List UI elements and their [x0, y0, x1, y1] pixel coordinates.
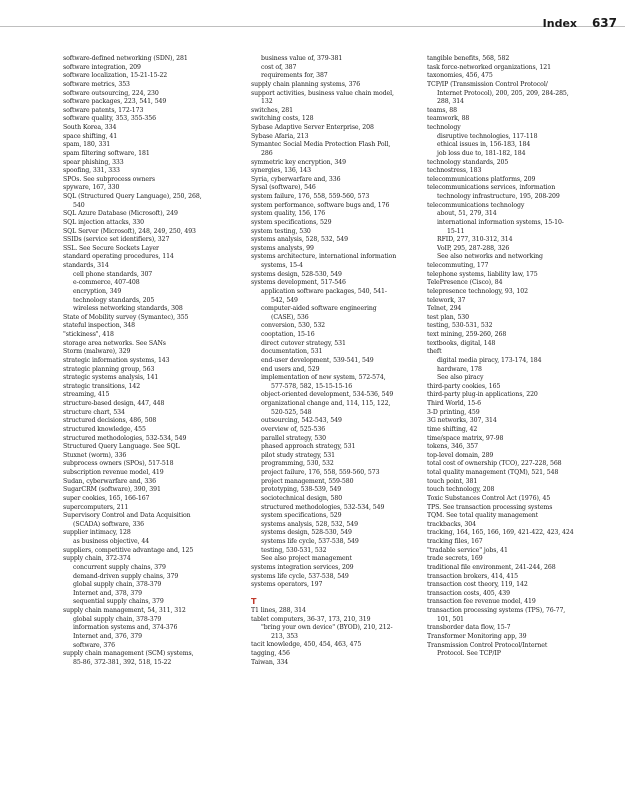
index-entry: switching costs, 128: [251, 115, 314, 123]
index-entry: structured methodologies, 532-534, 549: [63, 434, 187, 442]
index-subentry: end-user development, 539-541, 549: [261, 356, 374, 364]
index-entry: Transformer Monitoring app, 39: [427, 632, 527, 640]
index-subentry: 542, 549: [271, 296, 298, 304]
index-entry: system failure, 176, 558, 559-560, 573: [251, 193, 370, 200]
index-subentry: project management, 559-580: [261, 477, 354, 485]
index-subentry: demand-driven supply chains, 379: [73, 572, 179, 580]
index-entry: "tradable service" jobs, 41: [427, 546, 508, 554]
index-subentry: overview of, 525-536: [261, 425, 326, 433]
index-entry: telepresence technology, 93, 102: [427, 287, 528, 295]
index-entry: switches, 281: [251, 106, 293, 114]
index-column-1: [63, 55, 253, 667]
index-entry: technology: [427, 124, 461, 131]
index-entry: SQL (Structured Query Language), 250, 268,: [63, 193, 202, 200]
index-subentry: business value of, 379-381: [261, 55, 343, 62]
running-header: [0, 0, 625, 30]
index-entry: tokens, 346, 357: [427, 443, 478, 451]
index-entry: trade secrets, 169: [427, 555, 483, 563]
index-entry: software outsourcing, 224, 230: [63, 89, 159, 97]
index-entry: supply chain, 372-374: [63, 555, 131, 563]
index-entry: Sybase Afaria, 213: [251, 132, 309, 140]
index-entry: touch technology, 208: [427, 486, 495, 494]
index-entry: total quality management (TQM), 521, 548: [427, 469, 559, 476]
index-entry: SSIDs (service set identifiers), 327: [63, 236, 170, 244]
index-entry: TCP/IP (Transmission Control Protocol/: [427, 80, 548, 88]
index-entry: spyware, 167, 330: [63, 184, 120, 192]
index-entry: tangible benefits, 568, 582: [427, 55, 510, 62]
index-entry: Structured Query Language. See SQL: [63, 443, 180, 451]
index-entry: symmetric key encryption, 349: [251, 158, 346, 166]
index-entry: Protocol. See TCP/IP: [437, 650, 501, 658]
index-subentry: direct cutover strategy, 531: [261, 339, 346, 347]
index-entry: top-level domain, 289: [427, 451, 494, 459]
index-subentry: (CASE), 536: [271, 313, 309, 321]
index-entry: standard operating procedures, 114: [63, 253, 174, 261]
index-entry: software quality, 353, 355-356: [63, 115, 156, 123]
index-entry: technology standards, 205: [427, 158, 509, 166]
index-entry: tablet computers, 36-37, 173, 210, 319: [251, 615, 371, 623]
index-entry: systems life cycle, 537-538, 549: [251, 572, 349, 580]
index-entry: subprocess owners (SPOs), 517-518: [63, 460, 174, 468]
index-subentry: parallel strategy, 530: [261, 434, 326, 442]
index-subentry: about, 51, 279, 314: [437, 210, 497, 218]
index-entry: 3-D printing, 459: [427, 408, 480, 416]
index-entry: strategic transitions, 142: [63, 382, 141, 390]
index-entry: supply chain management, 54, 311, 312: [63, 607, 186, 614]
index-subentry: systems life cycle, 537-538, 549: [261, 538, 359, 545]
index-entry: Sybase Adaptive Server Enterprise, 208: [251, 124, 374, 131]
index-subentry: concurrent supply chains, 379: [73, 563, 166, 571]
index-entry: 288, 314: [437, 98, 464, 106]
index-entry: telecommunications platforms, 209: [427, 175, 536, 183]
index-subentry: software, 376: [73, 641, 115, 649]
index-entry: transaction costs, 405, 439: [427, 589, 510, 597]
index-subentry: testing, 530-531, 532: [261, 546, 327, 554]
index-entry: 132: [261, 98, 273, 106]
index-entry: testing, 530-531, 532: [427, 322, 493, 330]
index-entry: subscription revenue model, 419: [63, 469, 164, 476]
page-number: 637: [591, 16, 617, 30]
index-entry: structure chart, 534: [63, 408, 125, 416]
index-entry: spear phishing, 333: [63, 158, 124, 166]
index-entry: Transmission Control Protocol/Internet: [427, 641, 548, 649]
index-entry: 286: [261, 149, 273, 157]
index-entry: Stuxnet (worm), 336: [63, 451, 127, 459]
index-entry: transborder data flow, 15-7: [427, 624, 511, 632]
index-entry: third-party cookies, 165: [427, 382, 501, 390]
index-entry: total cost of ownership (TCO), 227-228, 568: [427, 460, 562, 468]
index-entry: supercomputers, 211: [63, 503, 129, 511]
index-entry: taxonomies, 456, 475: [427, 72, 493, 80]
index-entry: TQM. See total quality management: [427, 512, 539, 520]
index-entry: systems analysis, 528, 532, 549: [251, 236, 348, 244]
index-entry: TelePresence (Cisco), 84: [427, 279, 503, 287]
index-subentry: as business objective, 44: [73, 538, 150, 545]
index-entry: time/space matrix, 97-98: [427, 434, 504, 442]
index-subentry: 520-525, 548: [271, 408, 312, 416]
index-subentry: hardware, 178: [437, 365, 482, 373]
index-entry: software integration, 209: [63, 63, 141, 71]
index-subentry: sequential supply chains, 379: [73, 598, 164, 606]
index-entry: software patents, 172-173: [63, 106, 144, 114]
index-entry: supply chain management (SCM) systems,: [63, 650, 194, 658]
index-entry: 101, 501: [437, 615, 464, 623]
index-entry: T1 lines, 288, 314: [251, 606, 306, 614]
index-entry: "stickiness", 418: [63, 331, 114, 338]
index-subentry: global supply chain, 378-379: [73, 581, 162, 589]
index-entry: tacit knowledge, 450, 454, 463, 475: [251, 641, 362, 649]
index-subentry: See also piracy: [437, 374, 484, 382]
index-subentry: Internet and, 378, 379: [73, 589, 142, 597]
index-subentry: Internet and, 376, 379: [73, 632, 142, 640]
index-subentry: disruptive technologies, 117-118: [437, 132, 538, 140]
index-entry: technostress, 183: [427, 167, 482, 175]
index-subentry: VoIP, 295, 287-288, 326: [437, 244, 510, 252]
index-entry: transaction processing systems (TPS), 76-77,: [427, 607, 566, 614]
index-subentry: cooptation, 15-16: [261, 331, 315, 338]
index-subentry: structured methodologies, 532-534, 549: [261, 503, 385, 511]
index-entry: Internet Protocol), 200, 205, 209, 284-285,: [437, 89, 569, 97]
index-entry: text mining, 259-260, 268: [427, 331, 507, 338]
index-entry: Sysal (software), 546: [251, 184, 316, 192]
index-entry: SQL Azure Database (Microsoft), 249: [63, 210, 178, 218]
index-entry: systems operators, 197: [251, 581, 323, 589]
index-entry: SugarCRM (software), 390, 391: [63, 486, 161, 494]
index-subentry: job loss due to, 181-182, 184: [437, 149, 526, 157]
index-subentry: cell phone standards, 307: [73, 270, 153, 278]
index-subentry: technology standards, 205: [73, 296, 155, 304]
index-entry: stateful inspection, 348: [63, 322, 135, 330]
index-subentry: conversion, 530, 532: [261, 322, 326, 330]
index-entry: touch point, 381: [427, 477, 478, 485]
index-entry: streaming, 415: [63, 391, 110, 399]
index-entry: Taiwan, 334: [251, 658, 289, 666]
index-entry: task force-networked organizations, 121: [427, 63, 551, 71]
index-entry: telecommuting, 177: [427, 262, 489, 269]
index-entry: synergies, 136, 143: [251, 167, 312, 175]
index-subentry: object-oriented development, 534-536, 549: [261, 391, 394, 399]
index-entry: structured decisions, 486, 508: [63, 417, 157, 425]
index-entry: spam, 180, 331: [63, 141, 111, 149]
index-subentry: end users and, 529: [261, 365, 320, 373]
index-entry: standards, 314: [63, 262, 109, 269]
index-entry: TPS. See transaction processing systems: [427, 503, 553, 511]
index-subentry: 213, 353: [271, 632, 298, 640]
index-entry: software-defined networking (SDN), 281: [63, 55, 188, 62]
index-subentry: wireless networking standards, 308: [73, 305, 183, 313]
index-subentry: See also project management: [261, 555, 352, 563]
index-entry: storage area networks. See SANs: [63, 339, 166, 347]
index-subentry: information systems and, 374-376: [73, 624, 178, 632]
index-column-3: [427, 55, 617, 659]
index-entry: system performance, software bugs and, 176: [251, 201, 390, 209]
section-title: Index: [542, 17, 577, 30]
index-entry: 540: [73, 201, 85, 209]
index-subentry: sociotechnical design, 580: [261, 494, 343, 502]
index-entry: transaction brokers, 414, 415: [427, 572, 518, 580]
index-subentry: encryption, 349: [73, 287, 122, 295]
index-entry: textbooks, digital, 148: [427, 339, 496, 347]
index-entry: teamwork, 88: [427, 115, 470, 123]
index-subentry: computer-aided software engineering: [261, 305, 377, 313]
index-entry: traditional file environment, 241-244, 268: [427, 563, 556, 571]
index-subentry: systems design, 528-530, 549: [261, 529, 352, 537]
index-entry: systems design, 528-530, 549: [251, 270, 342, 278]
index-entry: system testing, 530: [251, 227, 311, 235]
index-entry: tagging, 456: [251, 650, 290, 658]
index-subentry: international information systems, 15-10-: [437, 218, 564, 226]
index-entry: spam filtering software, 181: [63, 149, 150, 157]
index-entry: Third World, 15-6: [427, 400, 482, 407]
index-subentry: phased approach strategy, 531: [261, 443, 356, 451]
index-entry: third-party plug-in applications, 220: [427, 391, 538, 399]
index-entry: telephone systems, liability law, 175: [427, 270, 538, 278]
index-entry: teams, 88: [427, 106, 457, 114]
index-entry: Telnet, 294: [427, 305, 462, 313]
index-subentry: global supply chain, 378-379: [73, 615, 162, 623]
index-entry: super cookies, 165, 166-167: [63, 494, 150, 502]
index-entry: SQL Server (Microsoft), 248, 249, 250, 493: [63, 227, 196, 235]
index-subentry: application software packages, 540, 541-: [261, 287, 387, 295]
index-subentry: 577-578, 582, 15-15-15-16: [271, 382, 353, 390]
index-letter-heading: T: [251, 597, 257, 607]
index-entry: suppliers, competitive advantage and, 125: [63, 546, 194, 554]
index-entry: space shifting, 41: [63, 132, 118, 140]
index-entry: SQL injection attacks, 330: [63, 218, 144, 226]
index-entry: support activities, business value chain model,: [251, 89, 394, 97]
index-entry: software packages, 223, 541, 549: [63, 98, 167, 106]
index-subentry: requirements for, 387: [261, 72, 328, 80]
index-column-2: [251, 55, 441, 667]
index-entry: telecommunications services, information: [427, 184, 556, 192]
index-entry: theft: [427, 348, 442, 356]
index-entry: supply chain planning systems, 376: [251, 80, 361, 88]
index-entry: transaction cost theory, 119, 142: [427, 581, 528, 589]
index-entry: system quality, 156, 176: [251, 210, 326, 218]
index-subentry: implementation of new system, 572-574,: [261, 374, 386, 382]
index-subentry: See also networks and networking: [437, 253, 543, 261]
index-entry: SPOs. See subprocess owners: [63, 175, 155, 183]
index-entry: software metrics, 353: [63, 80, 130, 88]
index-entry: transaction fee revenue model, 419: [427, 598, 536, 606]
index-entry: Symantec Social Media Protection Flash Poll,: [251, 141, 391, 149]
index-entry: system specifications, 529: [251, 218, 332, 226]
index-subentry: pilot study strategy, 531: [261, 451, 336, 459]
index-subentry: cost of, 387: [261, 63, 297, 71]
index-entry: Syria, cyberwarfare and, 336: [251, 175, 341, 183]
index-entry: systems architecture, international information: [251, 253, 397, 261]
index-subentry: "bring your own device" (BYOD), 210, 212-: [261, 624, 393, 632]
index-entry: 85-86, 372-381, 392, 518, 15-22: [73, 658, 172, 666]
index-subentry: ethical issues in, 156-183, 184: [437, 141, 531, 149]
index-subentry: systems analysis, 528, 532, 549: [261, 520, 358, 528]
index-entry: software localization, 15-21-15-22: [63, 72, 168, 80]
index-entry: spoofing, 331, 333: [63, 167, 120, 175]
index-entry: tracking, 164, 165, 166, 169, 421-422, 423, 424: [427, 529, 574, 537]
index-entry: test plan, 530: [427, 313, 470, 321]
index-subentry: prototyping, 538-539, 549: [261, 486, 342, 494]
index-subentry: outsourcing, 542-543, 549: [261, 417, 342, 425]
index-entry: telework, 37: [427, 296, 466, 304]
index-entry: structure-based design, 447, 448: [63, 400, 165, 407]
index-subentry: documentation, 531: [261, 348, 323, 356]
index-entry: structured knowledge, 455: [63, 425, 146, 433]
index-entry: strategic information systems, 143: [63, 356, 170, 364]
index-entry: SSL. See Secure Sockets Layer: [63, 244, 159, 252]
index-entry: technology infrastructure, 195, 208-209: [437, 193, 560, 200]
index-entry: systems development, 517-546: [251, 279, 346, 287]
index-entry: Storm (malware), 329: [63, 348, 131, 356]
index-entry: Toxic Substances Control Act (1976), 45: [427, 494, 551, 502]
index-subentry: RFID, 277, 310-312, 314: [437, 236, 513, 244]
index-subentry: 15-11: [447, 227, 465, 235]
index-subentry: programming, 530, 532: [261, 460, 334, 468]
index-entry: time shifting, 42: [427, 425, 478, 433]
index-entry: telecommunications technology: [427, 201, 525, 209]
index-entry: systems, 15-4: [261, 262, 303, 269]
index-entry: strategic planning group, 563: [63, 365, 155, 373]
index-entry: tracking files, 167: [427, 538, 483, 545]
index-entry: supplier intimacy, 128: [63, 529, 131, 537]
index-entry: South Korea, 334: [63, 124, 117, 131]
index-subentry: e-commerce, 407-408: [73, 279, 140, 287]
index-entry: Sudan, cyberwarfare and, 336: [63, 477, 156, 485]
index-entry: State of Mobility survey (Symantec), 355: [63, 313, 189, 321]
index-subentry: digital media piracy, 173-174, 184: [437, 356, 542, 364]
index-entry: systems integration services, 209: [251, 563, 354, 571]
index-entry: (SCADA) software, 336: [73, 520, 145, 528]
index-entry: Supervisory Control and Data Acquisition: [63, 512, 191, 520]
index-entry: 3G networks, 307, 314: [427, 417, 497, 425]
index-entry: systems analysts, 99: [251, 244, 314, 252]
index-subentry: organizational change and, 114, 115, 122,: [261, 400, 391, 407]
index-entry: strategic systems analysis, 141: [63, 374, 159, 382]
index-entry: trackbacks, 304: [427, 520, 476, 528]
index-subentry: project failure, 176, 558, 559-560, 573: [261, 469, 380, 476]
index-subentry: system specifications, 529: [261, 512, 342, 520]
